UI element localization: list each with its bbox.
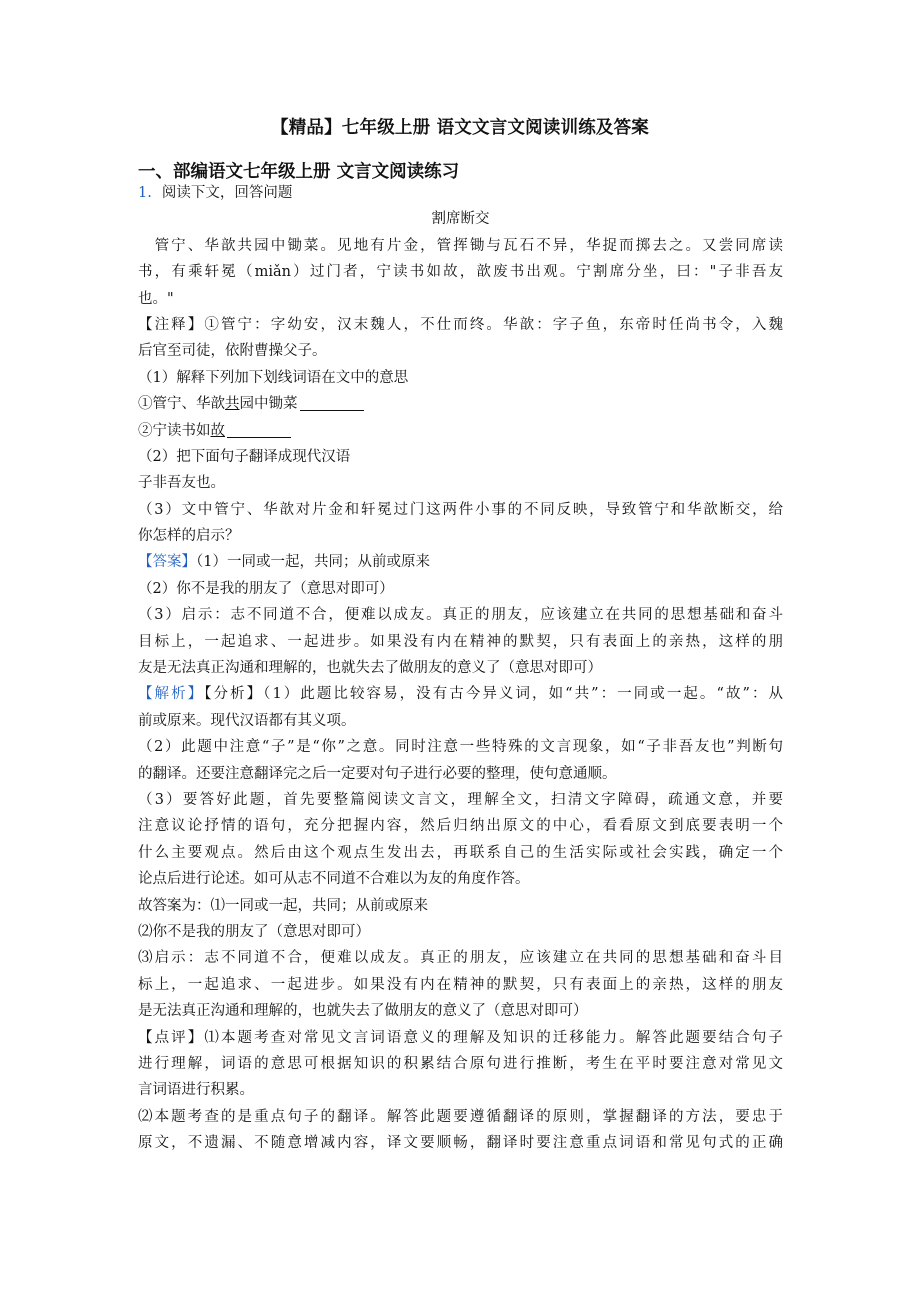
analysis-label: 【解析】 — [138, 686, 205, 703]
analysis-line: 什么主要观点。然后由这个观点生发出去，再联系自己的生活实际或社会实践，确定一个 — [138, 844, 783, 861]
sub-question-3-line: 你怎样的启示？ — [138, 528, 240, 545]
vocab-item-1: ①管宁、华歆共园中锄菜 — [138, 391, 783, 417]
note-line: 【注释】①管宁：字幼安，汉末魏人，不仕而终。华歆：字子鱼，东帝时任尚书令，入魏 — [138, 316, 783, 333]
sub-question-1: （1）解释下列加下划线词语在文中的意思 — [138, 369, 409, 386]
document-title: 【精品】七年级上册 语文文言文阅读训练及答案 — [271, 118, 649, 138]
sub-question-2: （2）把下面句子翻译成现代汉语 — [138, 448, 351, 465]
answer-label: 【答案】 — [138, 554, 196, 571]
sub-question-2-sentence: 子非吾友也。 — [138, 475, 225, 492]
question-number: 1. — [138, 185, 152, 201]
analysis-line: ⑵你不是我的朋友了（意思对即可） — [138, 923, 370, 940]
question-intro: 1. 阅读下文，回答问题 — [138, 185, 293, 201]
analysis-line: 言词语进行积累。 — [138, 1082, 254, 1099]
document-body — [138, 180, 783, 1156]
analysis-line: 前或原来。现代汉语都有其义项。 — [138, 712, 356, 729]
passage-line: 管宁、华歆共园中锄菜。见地有片金，管挥锄与瓦石不异，华捉而掷去之。又尝同席读 — [138, 237, 783, 254]
answer-line: （3）启示：志不同道不合，便难以成友。真正的朋友，应该建立在共同的思想基础和奋斗 — [138, 607, 783, 624]
analysis-line: （2）此题中注意“子”是“你”之意。同时注意一些特殊的文言现象，如“子非吾友也”判断句 — [138, 739, 783, 756]
analysis-line: 进行理解，词语的意思可根据知识的积累结合原句进行推断，考生在平时要注意对常见文 — [138, 1055, 783, 1072]
section-heading: 一、部编语文七年级上册 文言文阅读练习 — [138, 162, 460, 182]
vocab-item-2: ②宁读书如故 — [138, 418, 783, 444]
answer-line: （2）你不是我的朋友了（意思对即可） — [138, 580, 394, 597]
analysis-line: 故答案为：⑴一同或一起，共同；从前或原来 — [138, 897, 428, 914]
answer-line: 【答案】（1）一同或一起，共同；从前或原来 — [138, 554, 430, 571]
analysis-line: 【点评】⑴本题考查对常见文言词语意义的理解及知识的迁移能力。解答此题要结合句子 — [138, 1029, 783, 1046]
analysis-line: 是无法真正沟通和理解的，也就失去了做朋友的意义了（意思对即可） — [138, 1003, 588, 1020]
analysis-line: 原文，不遗漏、不随意增减内容，译文要顺畅，翻译时要注意重点词语和常见句式的正确 — [138, 1135, 783, 1152]
analysis-line: ⑶启示：志不同道不合，便难以成友。真正的朋友，应该建立在共同的思想基础和奋斗目 — [138, 950, 783, 967]
answer-line: 友是无法真正沟通和理解的，也就失去了做朋友的意义了（意思对即可） — [138, 660, 602, 677]
passage-line: 书，有乘轩冕（miǎn）过门者，宁读书如故，歆废书出观。宁割席分坐，曰："子非吾友 — [138, 264, 783, 281]
answer-blank[interactable] — [227, 421, 291, 438]
underlined-word: 故 — [210, 422, 225, 439]
passage-line: 也。" — [138, 290, 174, 307]
analysis-line: 的翻译。还要注意翻译完之后一定要对句子进行必要的整理，使句意通顺。 — [138, 765, 617, 782]
analysis-line: 注意议论抒情的语句，充分把握内容，然后归纳出原文的中心，看看原文到底要表明一个 — [138, 818, 783, 835]
analysis-line: 论点后进行论述。如可从志不同道不合难以为友的角度作答。 — [138, 871, 530, 888]
analysis-line: （3）要答好此题，首先要整篇阅读文言文，理解全文，扫清文字障碍，疏通文意，并要 — [138, 791, 783, 808]
passage-title: 割席断交 — [431, 211, 490, 228]
analysis-line: 标上，一起追求、一起进步。如果没有内在精神的默契，只有表面上的亲热，这样的朋友 — [138, 976, 783, 993]
note-line: 后官至司徒，依附曹操父子。 — [138, 343, 327, 360]
analysis-line: ⑵本题考查的是重点句子的翻译。解答此题要遵循翻译的原则，掌握翻译的方法，要忠于 — [138, 1108, 783, 1125]
underlined-word: 共 — [225, 396, 240, 413]
answer-line: 目标上，一起追求、一起进步。如果没有内在精神的默契，只有表面上的亲热，这样的朋 — [138, 633, 783, 650]
answer-blank[interactable] — [300, 394, 364, 411]
sub-question-3-line: （3）文中管宁、华歆对片金和轩冕过门这两件小事的不同反映，导致管宁和华歆断交，给 — [138, 501, 783, 518]
analysis-line: 【解析】【分析】（1）此题比较容易，没有古今异义词，如“共”：一同或一起。“故”：从 — [138, 686, 783, 703]
